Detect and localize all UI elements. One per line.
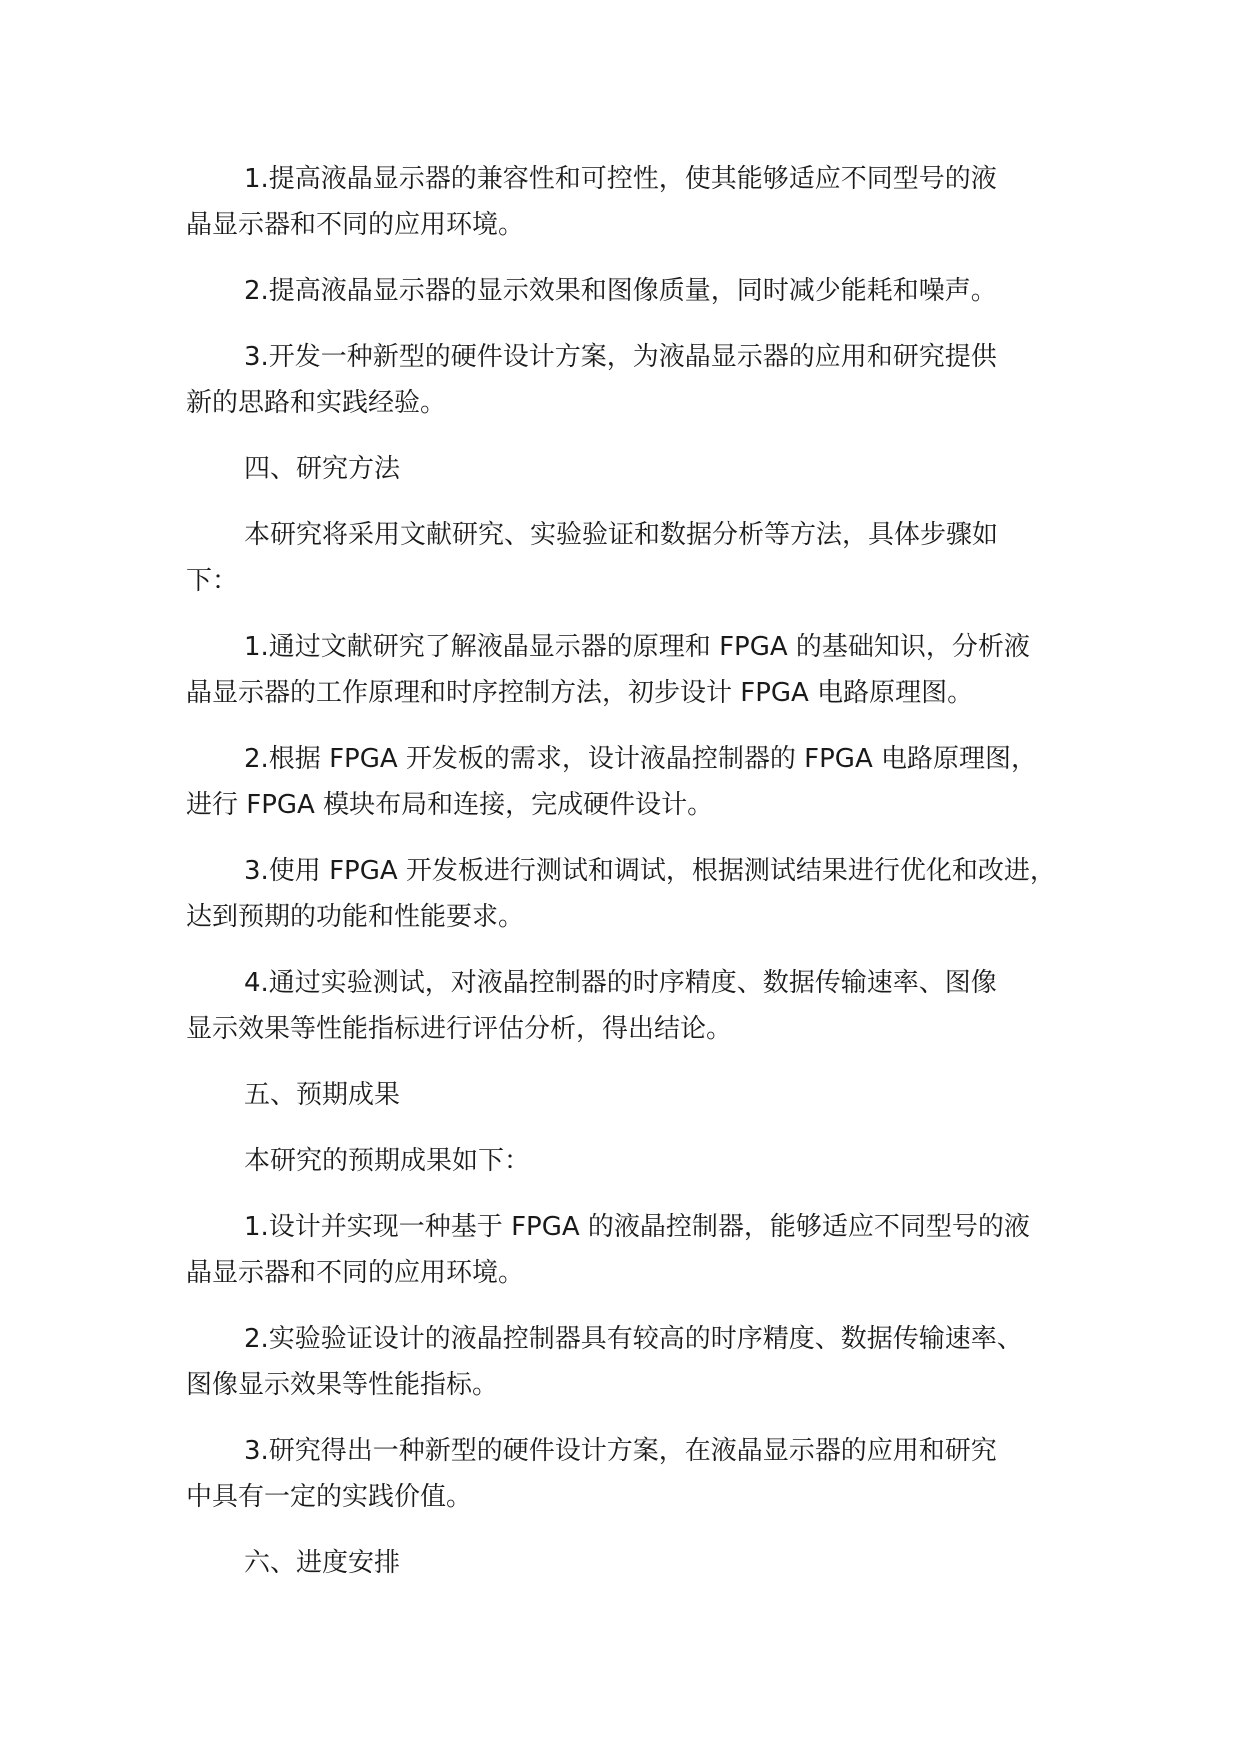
- text-line: 1.提高液晶显示器的兼容性和可控性，使其能够适应不同型号的液: [244, 164, 997, 194]
- text-line: 达到预期的功能和性能要求。: [186, 902, 525, 932]
- text-line: 1.设计并实现一种基于 FPGA 的液晶控制器，能够适应不同型号的液: [244, 1212, 1030, 1242]
- paragraph: [186, 1138, 1082, 1184]
- text-line: 2.根据 FPGA 开发板的需求，设计液晶控制器的 FPGA 电路原理图，: [244, 744, 1038, 774]
- paragraph: [186, 512, 1082, 604]
- paragraph: [186, 1540, 1082, 1586]
- paragraph: [186, 1428, 1082, 1520]
- paragraph: [186, 624, 1082, 716]
- document-body: [186, 156, 1082, 1586]
- text-line: 2.实验验证设计的液晶控制器具有较高的时序精度、数据传输速率、: [244, 1324, 1023, 1354]
- paragraph: [186, 268, 1082, 314]
- text-line: 3.开发一种新型的硬件设计方案，为液晶显示器的应用和研究提供: [244, 342, 997, 372]
- text-line: 1.通过文献研究了解液晶显示器的原理和 FPGA 的基础知识，分析液: [244, 632, 1030, 662]
- paragraph: [186, 446, 1082, 492]
- paragraph: [186, 736, 1082, 828]
- text-line: 图像显示效果等性能指标。: [186, 1370, 499, 1400]
- paragraph: [186, 1204, 1082, 1296]
- text-line: 3.研究得出一种新型的硬件设计方案，在液晶显示器的应用和研究: [244, 1436, 997, 1466]
- text-line: 4.通过实验测试，对液晶控制器的时序精度、数据传输速率、图像: [244, 968, 997, 998]
- text-line: 四、研究方法: [244, 454, 401, 484]
- text-line: 2.提高液晶显示器的显示效果和图像质量，同时减少能耗和噪声。: [244, 276, 997, 306]
- text-line: 晶显示器和不同的应用环境。: [186, 1258, 525, 1288]
- text-line: 中具有一定的实践价值。: [186, 1482, 473, 1512]
- text-line: 五、预期成果: [244, 1080, 401, 1110]
- paragraph: [186, 1072, 1082, 1118]
- text-line: 新的思路和实践经验。: [186, 388, 447, 418]
- text-line: 本研究的预期成果如下：: [244, 1146, 531, 1176]
- text-line: 六、进度安排: [244, 1548, 401, 1578]
- text-line: 本研究将采用文献研究、实验验证和数据分析等方法，具体步骤如: [244, 520, 999, 550]
- text-line: 晶显示器的工作原理和时序控制方法，初步设计 FPGA 电路原理图。: [186, 678, 974, 708]
- paragraph: [186, 334, 1082, 426]
- text-line: 下：: [186, 566, 239, 596]
- text-line: 显示效果等性能指标进行评估分析，得出结论。: [186, 1014, 733, 1044]
- text-line: 晶显示器和不同的应用环境。: [186, 210, 525, 240]
- paragraph: [186, 960, 1082, 1052]
- paragraph: [186, 1316, 1082, 1408]
- text-line: 进行 FPGA 模块布局和连接，完成硬件设计。: [186, 790, 714, 820]
- paragraph: [186, 156, 1082, 248]
- paragraph: [186, 848, 1082, 940]
- text-line: 3.使用 FPGA 开发板进行测试和调试，根据测试结果进行优化和改进，: [244, 856, 1056, 886]
